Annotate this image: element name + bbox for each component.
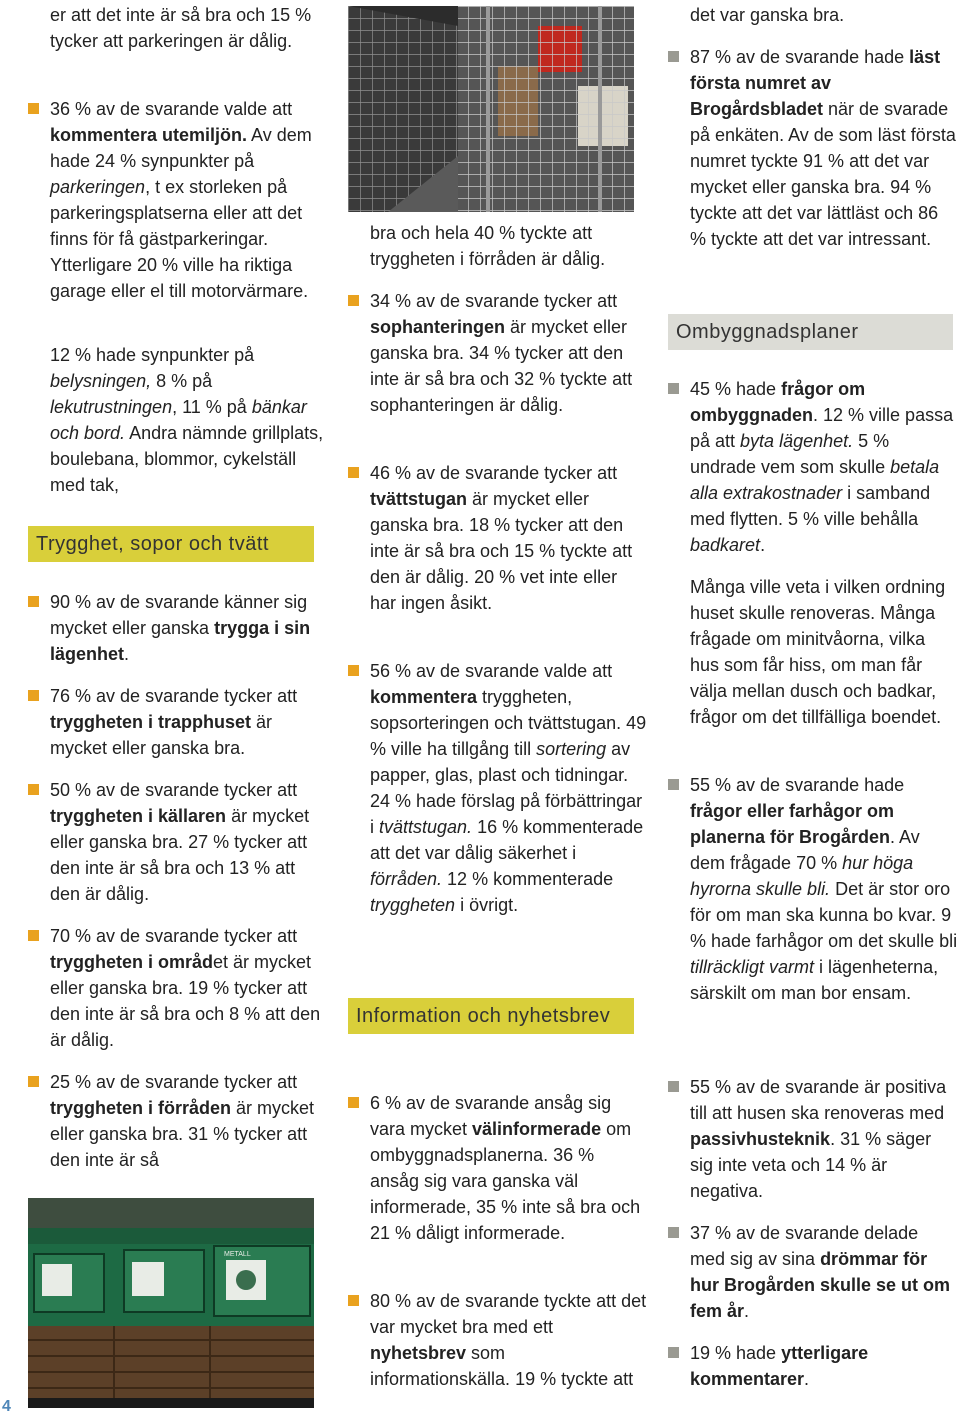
col3-intro: det var ganska bra. [690,5,845,25]
col1-bullet-utemiljo: 36 % av de svarande valde att kommentera utemiljön. Av dem hade 24 % synpunkter på parkeringen, t ex storleken på parkeringsplatserna eller att det finns för få gästparkeringar. Ytterligare 20 % ville ha riktiga garage eller el till motorvärmare. [28,96,328,304]
photo-storage-cages [348,6,634,212]
col2-bullet-valinformerade: 6 % av de svarande ansåg sig vara mycket välinformerade om ombyggnadsplanerna. 36 % ansåg sig vara ganska väl informerade, 35 % inte så bra och 21 % dåligt informerade. [348,1090,648,1246]
col3-bullet-passivhus: 55 % av de svarande är positiva till att husen ska renoveras med passivhusteknik. 31 % säger sig inte veta och 14 % är negativa. [668,1074,958,1204]
heading-information: Information och nyhetsbrev [348,998,634,1034]
col1-bullet-kallare: 50 % av de svarande tycker att tryggheten i källaren är mycket eller ganska bra. 27 % tycker att den inte är så bra och 13 % att den är dålig. [28,777,328,907]
heading-trygghet: Trygghet, sopor och tvätt [28,526,314,562]
col2-bullet-tvattstuga: 46 % av de svarande tycker att tvättstugan är mycket eller ganska bra. 18 % tycker att den inte är så bra och 15 % tyckte att den är dålig. 20 % vet inte eller har ingen åsikt. [348,460,648,616]
col2-bullet-kommentera: 56 % av de svarande valde att kommentera tryggheten, sopsorteringen och tvättstugan. 49 % ville ha tillgång till sortering av papper, glas, plast och tidningar. 24 % hade förslag på förbättringar i tvättstugan. 16 % kommenterade att det var dålig säkerhet i förråden. 12 % kommenterade tryggheten i övrigt. [348,658,648,918]
col2-bullet-nyhetsbrev: 80 % av de svarande tyckte att det var mycket bra med ett nyhetsbrev som informationskälla. 19 % tyckte att [348,1288,648,1392]
col3-bullet-drommar: 37 % av de svarande delade med sig av sina drömmar för hur Brogården skulle se ut om fem år. [668,1220,958,1324]
col1-bullet-trygga-lagenhet: 90 % av de svarande känner sig mycket eller ganska trygga i sin lägenhet. [28,589,328,667]
col1-bullet-omrade: 70 % av de svarande tycker att tryggheten i området är mycket eller ganska bra. 19 % tycker att den inte är så bra och 8 % att den är dålig. [28,923,328,1053]
col1-intro: er att det inte är så bra och 15 % tycker att parkeringen är dålig. [50,5,312,51]
col3-bullet-fragor-ombyggnad: 45 % hade frågor om ombyggnaden. 12 % ville passa på att byta lägenhet. 5 % undrade vem som skulle betala alla extrakostnader i samband med flytten. 5 % ville behålla badkaret. [668,376,958,558]
heading-ombyggnadsplaner: Ombyggnadsplaner [668,314,953,350]
photo-recycling-bins [28,1198,314,1408]
col3-paragraph-manga: Många ville veta i vilken ordning huset skulle renoveras. Många frågade om minitvåorna, vilka hus som får hiss, om man får välja mellan dusch och badkar, frågor om det tillfälliga boendet. [690,577,946,727]
page-number: 4 [2,1398,11,1415]
bin-label-metall: METALL [224,1251,251,1258]
col2-bullet-sophantering: 34 % av de svarande tycker att sophanteringen är mycket eller ganska bra. 34 % tycker att den inte är så bra och 32 % tyckte att sophanteringen är dålig. [348,288,648,418]
col1-bullet-trapphus: 76 % av de svarande tycker att tryggheten i trapphuset är mycket eller ganska bra. [28,683,328,761]
storage-cages-illustration [348,6,634,212]
col2-intro: bra och hela 40 % tyckte att tryggheten i förråden är dålig. [370,223,606,269]
col3-bullet-brogardsbladet: 87 % av de svarande hade läst första numret av Brogårdsbladet när de svarade på enkäten. Av de som läst första numret tyckte 91 % att det var mycket eller ganska bra. 94 % tyckte att det var lättläst och 86 % tyckte att det var intressant. [668,44,958,252]
col1-bullet-forraden: 25 % av de svarande tycker att tryggheten i förråden är mycket eller ganska bra. 31 % tycker att den inte är så [28,1069,328,1173]
col1-paragraph-synpunkter: 12 % hade synpunkter på belysningen, 8 % på lekutrustningen, 11 % på bänkar och bord. Andra nämnde grillplats, boulebana, blommor, cykelställ med tak, [50,345,324,495]
col3-bullet-farhagor: 55 % av de svarande hade frågor eller farhågor om planerna för Brogården. Av dem frågade 70 % hur höga hyrorna skulle bli. Det är stor oro för om man ska kunna bo kvar. 9 % hade farhågor om det skulle bli tillräckligt varmt i lägenheterna, särskilt om man bor ensam. [668,772,958,1006]
col3-bullet-kommentarer: 19 % hade ytterligare kommentarer. [668,1340,958,1392]
recycling-bins-illustration [28,1198,314,1408]
